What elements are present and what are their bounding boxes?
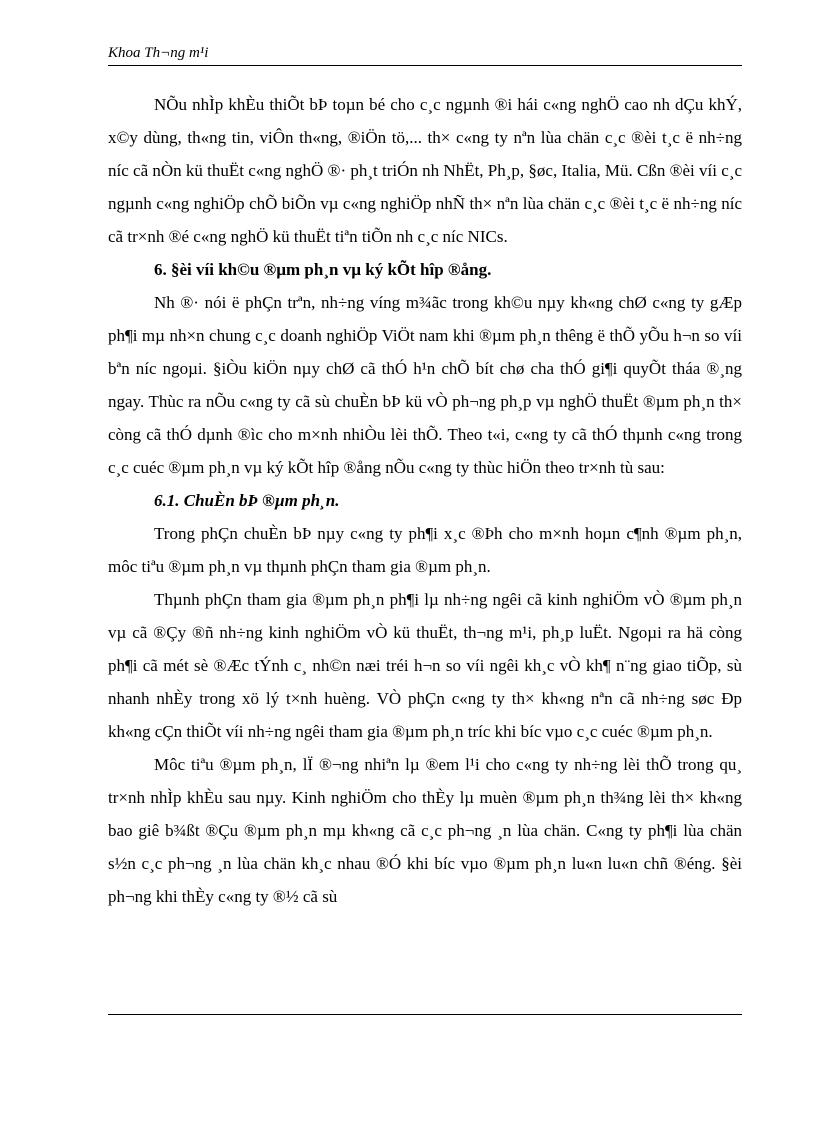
- paragraph-negotiation-goals: Môc tiªu ®µm ph¸n, lÏ ®¬ng nhiªn lµ ®em l¹i cho c«ng ty nh÷ng lèi thÕ trong qu¸ tr×nh nhÌp khÈu sau nµy. Kinh nghiÖm cho thÈy lµ muèn ®µm ph¸n th¾ng lèi th× kh«ng bao giê b¾ßt ®Çu ®µm ph¸n mµ kh«ng cã c¸c ph¬ng ¸n lùa chän. C«ng ty ph¶i lùa chän s½n c¸c ph¬ng ¸n lùa chän kh¸c nhau ®Ó khi bíc vµo ®µm ph¸n lu«n lu«n chñ ®éng. §èi ph¬ng khi thÈy c«ng ty ®½ cã sù: [108, 755, 742, 906]
- running-header: Khoa Th¬ng m¹i: [108, 45, 209, 61]
- paragraph-negotiation-intro: Nh ®· nói ë phÇn trªn, nh÷ng víng m¾ãc trong kh©u nµy kh«ng chØ c«ng ty gÆp ph¶i mµ nh×n chung c¸c doanh nghiÖp ViÖt nam khi ®µm ph¸n thêng ë thÕ yÕu h¬n so víi bªn níc ngoµi. §iÒu kiÖn nµy chØ cã thÓ h¹n chÕ bít chø cha thÓ gi¶i quyÕt tháa ®¸ng ngay. Thùc ra nÕu c«ng ty cã sù chuÈn bÞ kü vÒ ph¬ng ph¸p vµ nghÖ thuËt ®µm ph¸n th× còng cã thÓ dµnh ®ìc cho m×nh nhiÒu lèi thÕ. Theo t«i, c«ng ty cã thÓ thµnh c«ng trong c¸c cuéc ®µm ph¸n vµ ký kÕt hîp ®ång nÕu c«ng ty thùc hiÖn theo tr×nh tù sau:: [108, 293, 742, 477]
- header-rule: [108, 65, 742, 66]
- document-body: [108, 88, 742, 913]
- footer-rule: [108, 1014, 742, 1015]
- paragraph-team-members: Thµnh phÇn tham gia ®µm ph¸n ph¶i lµ nh÷ng ngêi cã kinh nghiÖm vÒ ®µm ph¸n vµ cã ®Çy ®ñ nh÷ng kinh nghiÖm vÒ kü thuËt, th¬ng m¹i, ph¸p luËt. Ngoµi ra hä còng ph¶i cã mét sè ®Æc tÝnh c¸ nh©n næi tréi h¬n so víi ngêi kh¸c vÒ kh¶ n¨ng giao tiÕp, sù nhanh nhÈy trong xö lý t×nh huèng. VÒ phÇn c«ng ty th× kh«ng nªn cã nh÷ng søc Ðp kh«ng cÇn thiÕt víi nh÷ng ngêi tham gia ®µm ph¸n tríc khi bíc vµo c¸c cuéc ®µm ph¸n.: [108, 590, 742, 741]
- subsection-heading: 6.1. ChuÈn bÞ ®µm ph¸n.: [154, 491, 340, 510]
- section-heading: 6. §èi víi kh©u ®µm ph¸n vµ ký kÕt hîp ®ång.: [154, 260, 492, 279]
- paragraph-preparation: Trong phÇn chuÈn bÞ nµy c«ng ty ph¶i x¸c ®Þh cho m×nh hoµn c¶nh ®µm ph¸n, môc tiªu ®µm ph¸n vµ thµnh phÇn tham gia ®µm ph¸n.: [108, 524, 742, 576]
- paragraph-import-sources: NÕu nhÌp khÈu thiÕt bÞ toµn bé cho c¸c ngµnh ®i hái c«ng nghÖ cao nh dÇu khÝ, x©y dùng, th«ng tin, viÔn th«ng, ®iÖn tö,... th× c«ng ty nªn lùa chän c¸c ®èi t¸c ë nh÷ng níc cã nÒn kü thuËt c«ng nghÖ ®· ph¸t triÓn nh NhËt, Ph¸p, §øc, Italia, Mü. Cßn ®èi víi c¸c ngµnh c«ng nghiÖp chÕ biÕn vµ c«ng nghiÖp nhÑ th× nªn lùa chän c¸c ®èi t¸c ë nh÷ng níc cã tr×nh ®é c«ng nghÖ kü thuËt tiªn tiÕn nh c¸c níc NICs.: [108, 95, 742, 246]
